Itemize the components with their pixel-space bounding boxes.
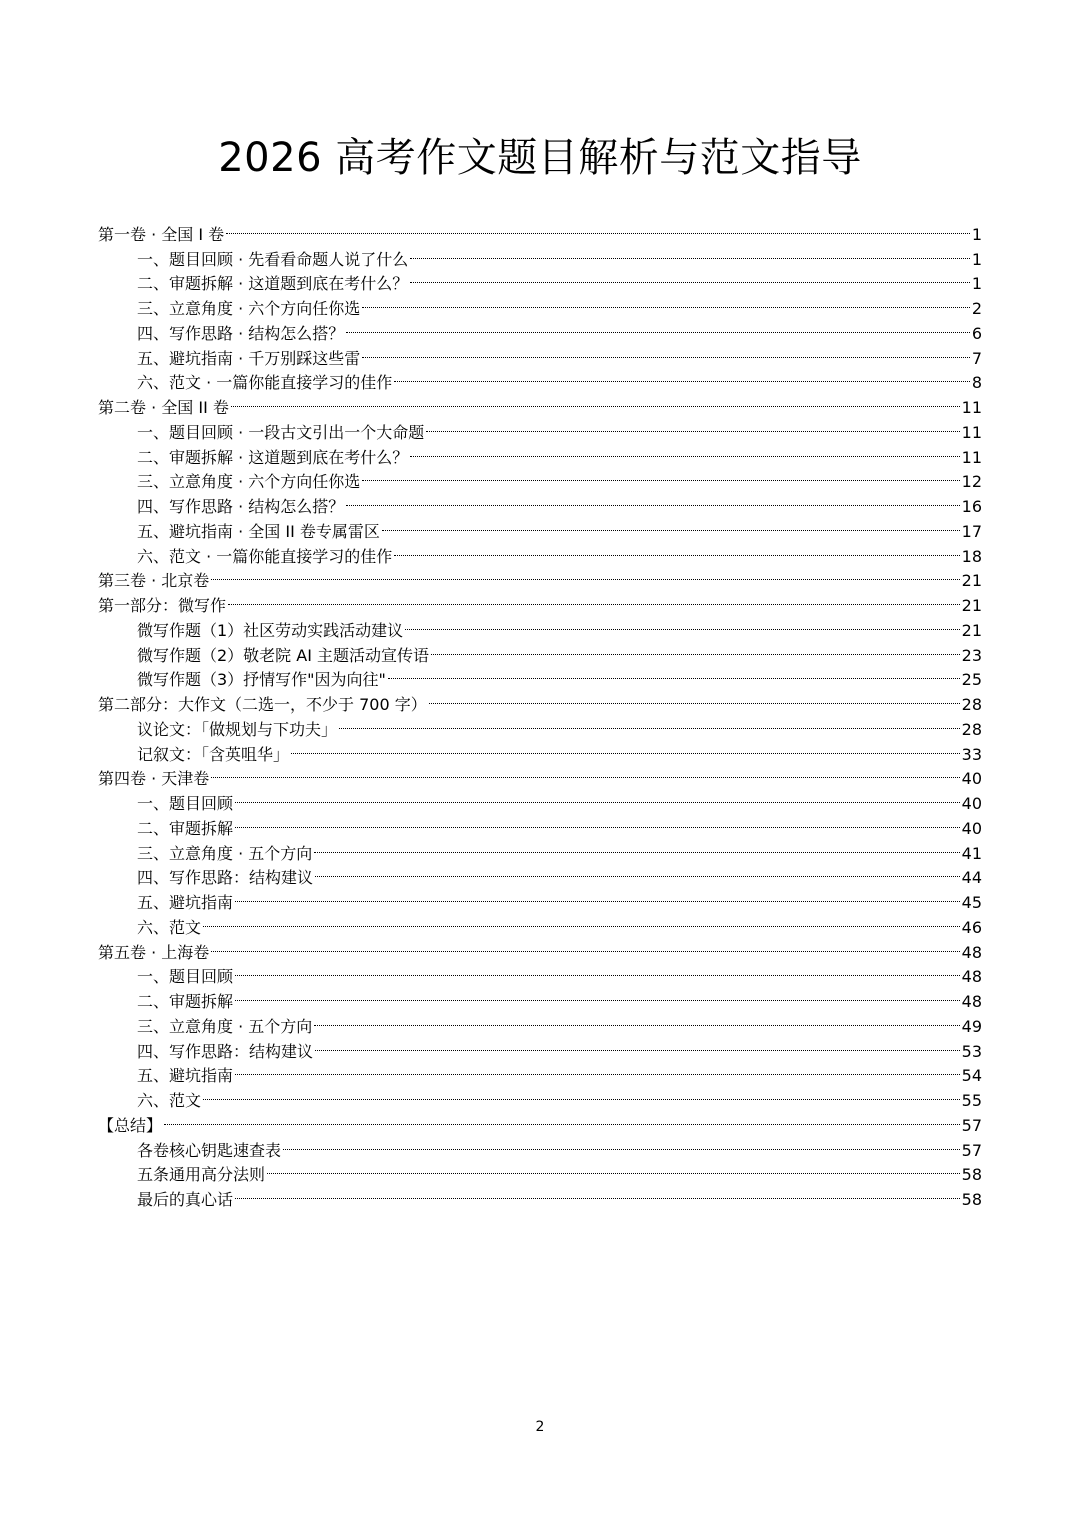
toc-entry-label: 一、题目回顾 <box>137 967 234 987</box>
toc-entry-page: 17 <box>961 521 982 541</box>
toc-entry-section[interactable] <box>98 933 982 962</box>
toc-dot-leader <box>315 859 960 884</box>
toc-entry-page: 28 <box>961 719 982 739</box>
toc-entry-label: 各卷核心钥匙速查表 <box>137 1140 282 1160</box>
toc-entry-label: 三、立意角度 · 五个方向 <box>137 843 313 863</box>
toc-entry-label: 五条通用高分法则 <box>137 1165 266 1185</box>
toc-entry-label: 微写作题（3）抒情写作"因为向往" <box>137 670 386 690</box>
toc-entry-label: 最后的真心话 <box>137 1190 234 1209</box>
toc-dot-leader <box>211 933 959 958</box>
toc-entry-label: 微写作题（2）敬老院 AI 主题活动宣传语 <box>137 645 430 665</box>
toc-entry-label: 六、范文 · 一篇你能直接学习的佳作 <box>137 546 393 566</box>
toc-dot-leader <box>211 760 959 785</box>
toc-dot-leader <box>267 1156 960 1181</box>
toc-entry-page: 21 <box>961 571 982 591</box>
toc-dot-leader <box>394 364 970 389</box>
toc-entry-page: 44 <box>961 868 982 888</box>
toc-entry-label: 三、立意角度 · 五个方向 <box>137 1016 313 1036</box>
toc-entry-label: 四、写作思路：结构建议 <box>137 1041 314 1061</box>
toc-entry-subsection[interactable] <box>98 784 982 813</box>
toc-dot-leader <box>235 1057 960 1082</box>
toc-entry-subsection[interactable] <box>98 1131 982 1160</box>
toc-entry-label: 第二卷 · 全国 II 卷 <box>98 398 229 417</box>
toc-entry-label: 六、范文 <box>137 917 202 937</box>
toc-entry-label: 第一卷 · 全国 I 卷 <box>98 224 225 244</box>
toc-entry-label: 二、审题拆解 · 这道题到底在考什么？ <box>137 447 409 467</box>
toc-entry-section[interactable] <box>98 388 982 417</box>
toc-entry-page: 40 <box>961 769 982 789</box>
toc-entry-label: 五、避坑指南 <box>137 893 234 912</box>
toc-dot-leader <box>388 661 960 686</box>
toc-dot-leader <box>211 562 959 587</box>
toc-dot-leader <box>346 314 970 339</box>
toc-entry-label: 三、立意角度 · 六个方向任你选 <box>137 299 361 318</box>
toc-entry-label: 【总结】 <box>98 1115 163 1135</box>
toc-entry-section[interactable] <box>98 586 982 615</box>
toc-dot-leader <box>235 883 960 908</box>
toc-entry-section[interactable] <box>98 760 982 789</box>
toc-entry-page: 7 <box>971 348 982 368</box>
toc-entry-label: 四、写作思路 · 结构怎么搭？ <box>137 323 345 343</box>
toc-dot-leader <box>203 908 960 933</box>
toc-entry-page: 46 <box>961 917 982 937</box>
toc-dot-leader <box>339 710 960 735</box>
toc-entry-page: 25 <box>961 670 982 690</box>
toc-entry-label: 五、避坑指南 <box>137 1066 234 1086</box>
toc-dot-leader <box>314 1007 959 1032</box>
toc-entry-label: 四、写作思路：结构建议 <box>137 868 314 888</box>
toc-dot-leader <box>283 1131 960 1156</box>
toc-entry-label: 第五卷 · 上海卷 <box>98 942 210 962</box>
toc-entry-section[interactable] <box>98 1106 982 1135</box>
toc-entry-page: 48 <box>961 967 982 987</box>
toc-entry-label: 三、立意角度 · 六个方向任你选 <box>137 472 361 492</box>
toc-entry-label: 一、题目回顾 <box>137 794 234 813</box>
toc-dot-leader <box>346 487 959 512</box>
toc-dot-leader <box>394 537 959 562</box>
toc-dot-leader <box>429 685 960 710</box>
toc-entry-page: 28 <box>961 695 982 714</box>
toc-entry-subsection[interactable] <box>98 413 982 442</box>
toc-dot-leader <box>410 438 959 463</box>
toc-entry-label: 六、范文 · 一篇你能直接学习的佳作 <box>137 373 393 393</box>
toc-entry-label: 第四卷 · 天津卷 <box>98 769 210 789</box>
toc-dot-leader <box>362 339 970 364</box>
toc-dot-leader <box>314 834 959 859</box>
toc-entry-page: 40 <box>961 818 982 838</box>
toc-entry-page: 54 <box>961 1066 982 1086</box>
toc-entry-page: 8 <box>971 373 982 393</box>
toc-dot-leader <box>426 413 959 438</box>
toc-entry-subsection[interactable] <box>98 908 982 937</box>
toc-dot-leader <box>228 586 960 611</box>
toc-entry-label: 第一部分：微写作 <box>98 596 227 615</box>
toc-entry-label: 二、审题拆解 <box>137 818 234 838</box>
document-title: 2026 高考作文题目解析与范文指导 <box>218 135 862 181</box>
toc-entry-page: 21 <box>961 620 982 640</box>
toc-dot-leader <box>203 1081 960 1106</box>
toc-dot-leader <box>235 784 960 809</box>
toc-dot-leader <box>410 265 970 290</box>
toc-entry-page: 40 <box>961 794 982 813</box>
toc-entry-page: 1 <box>971 249 982 269</box>
toc-entry-page: 58 <box>961 1165 982 1185</box>
toc-dot-leader <box>235 809 960 834</box>
toc-entry-label: 议论文：「做规划与下功夫」 <box>137 719 338 739</box>
toc-entry-page: 55 <box>961 1091 982 1110</box>
toc-entry-page: 2 <box>971 299 982 318</box>
toc-entry-page: 48 <box>961 992 982 1011</box>
toc-entry-label: 二、审题拆解 · 这道题到底在考什么？ <box>137 274 409 294</box>
table-of-contents <box>98 215 982 1209</box>
toc-entry-label: 微写作题（1）社区劳动实践活动建议 <box>137 620 404 640</box>
toc-entry-page: 49 <box>961 1016 982 1036</box>
toc-entry-label: 四、写作思路 · 结构怎么搭？ <box>137 497 345 516</box>
toc-entry-label: 五、避坑指南 · 全国 II 卷专属雷区 <box>137 521 380 541</box>
toc-dot-leader <box>431 636 960 661</box>
toc-entry-page: 41 <box>961 843 982 863</box>
toc-dot-leader <box>226 215 970 240</box>
toc-entry-page: 18 <box>961 546 982 566</box>
toc-entry-section[interactable] <box>98 562 982 591</box>
toc-dot-leader <box>405 611 959 636</box>
toc-entry-subsection[interactable] <box>98 240 982 269</box>
page-number: 2 <box>535 1419 545 1435</box>
toc-entry-label: 记叙文：「含英咀华」 <box>137 744 290 764</box>
toc-entry-page: 57 <box>961 1115 982 1135</box>
toc-entry-page: 57 <box>961 1140 982 1160</box>
toc-dot-leader <box>362 289 970 314</box>
toc-dot-leader <box>231 388 960 413</box>
toc-entry-page: 58 <box>961 1190 982 1209</box>
toc-entry-page: 33 <box>961 744 982 764</box>
toc-entry-page: 6 <box>971 323 982 343</box>
toc-entry-page: 11 <box>961 422 982 442</box>
toc-entry-label: 二、审题拆解 <box>137 992 234 1011</box>
toc-entry-label: 五、避坑指南 · 千万别踩这些雷 <box>137 348 361 368</box>
toc-entry-page: 1 <box>971 224 982 244</box>
toc-entry-page: 21 <box>961 596 982 615</box>
toc-dot-leader <box>382 512 960 537</box>
toc-entry-subsection[interactable] <box>98 1081 982 1110</box>
toc-entry-page: 23 <box>961 645 982 665</box>
toc-entry-subsection[interactable] <box>98 958 982 987</box>
toc-entry-label: 第二部分：大作文（二选一，不少于 700 字） <box>98 695 427 714</box>
toc-entry-section[interactable] <box>98 215 982 244</box>
toc-dot-leader <box>410 240 970 265</box>
toc-entry-page: 48 <box>961 942 982 962</box>
toc-entry-page: 12 <box>961 472 982 492</box>
toc-entry-page: 53 <box>961 1041 982 1061</box>
toc-dot-leader <box>235 958 960 983</box>
toc-entry-page: 11 <box>961 398 982 417</box>
toc-dot-leader <box>235 1180 960 1205</box>
toc-entry-page: 1 <box>971 274 982 294</box>
toc-entry-label: 一、题目回顾 · 先看看命题人说了什么 <box>137 249 409 269</box>
toc-dot-leader <box>291 735 960 760</box>
toc-dot-leader <box>362 463 959 488</box>
toc-entry-page: 16 <box>961 497 982 516</box>
toc-entry-page: 11 <box>961 447 982 467</box>
toc-dot-leader <box>235 982 960 1007</box>
toc-entry-label: 第三卷 · 北京卷 <box>98 571 210 591</box>
toc-entry-label: 一、题目回顾 · 一段古文引出一个大命题 <box>137 422 425 442</box>
toc-entry-page: 45 <box>961 893 982 912</box>
toc-dot-leader <box>315 1032 960 1057</box>
toc-entry-subsection[interactable] <box>98 611 982 640</box>
toc-dot-leader <box>164 1106 960 1131</box>
toc-entry-label: 六、范文 <box>137 1091 202 1110</box>
